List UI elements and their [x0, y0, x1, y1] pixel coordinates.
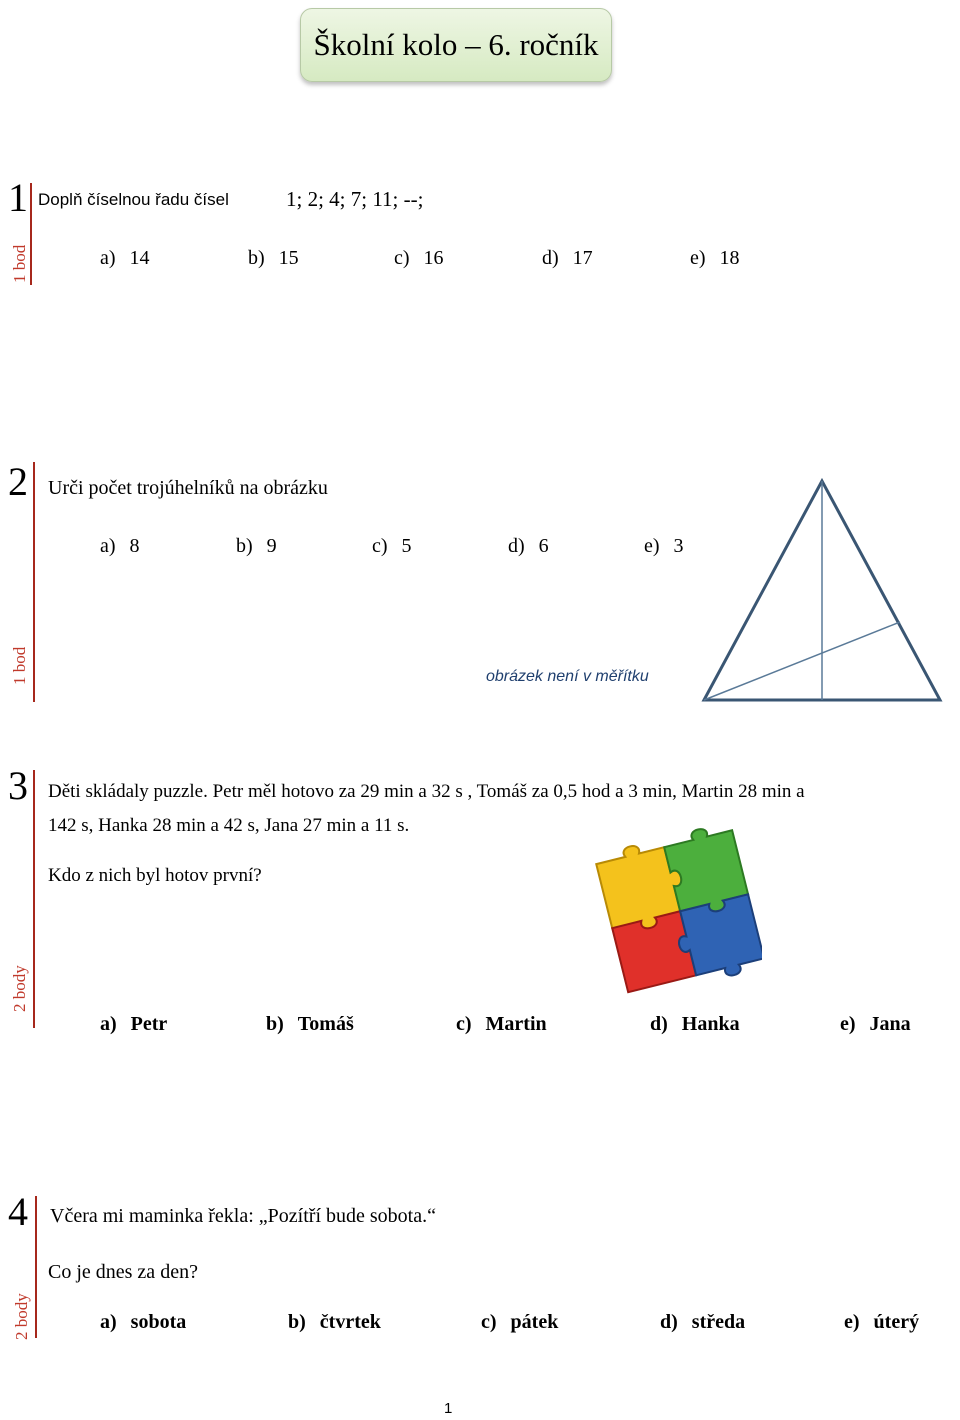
- q3-option-e[interactable]: [840, 1013, 911, 1036]
- q4-option-c[interactable]: [481, 1311, 558, 1334]
- option-letter: a): [100, 535, 116, 557]
- q3-option-c[interactable]: [456, 1013, 547, 1036]
- option-letter: b): [248, 247, 265, 269]
- q4-option-b[interactable]: [288, 1311, 381, 1334]
- option-letter: c): [372, 535, 388, 557]
- question-2-margin-line: [33, 462, 35, 702]
- option-value: 16: [423, 247, 444, 269]
- option-letter: c): [456, 1013, 472, 1035]
- option-value: Petr: [130, 1013, 168, 1035]
- page-title: Školní kolo – 6. ročník: [313, 27, 599, 62]
- option-value: sobota: [130, 1311, 187, 1333]
- puzzle-image: [592, 826, 762, 996]
- option-letter: c): [394, 247, 410, 269]
- option-letter: d): [650, 1013, 668, 1035]
- question-4-number: 4: [8, 1189, 28, 1234]
- option-letter: e): [644, 535, 660, 557]
- q4-option-a[interactable]: [100, 1311, 186, 1334]
- option-value: Martin: [485, 1013, 547, 1035]
- question-3-text-line2: 142 s, Hanka 28 min a 42 s, Jana 27 min a 11 s.: [48, 815, 410, 836]
- q3-option-d[interactable]: [650, 1013, 740, 1036]
- page-number: 1: [444, 1400, 453, 1417]
- question-1-text: Doplň číselnou řadu čísel: [38, 190, 229, 209]
- option-value: Hanka: [681, 1013, 740, 1035]
- option-letter: b): [266, 1013, 284, 1035]
- option-value: Jana: [869, 1013, 911, 1035]
- question-4-points: 2 body: [12, 1293, 31, 1340]
- diagonal-line: [704, 622, 900, 700]
- option-letter: e): [844, 1311, 860, 1333]
- q1-option-e[interactable]: [690, 247, 740, 270]
- q3-option-b[interactable]: [266, 1013, 354, 1036]
- question-2-number: 2: [8, 459, 28, 504]
- question-3-question: Kdo z nich byl hotov první?: [48, 865, 262, 886]
- option-value: 9: [266, 535, 277, 557]
- option-value: 15: [278, 247, 299, 269]
- question-1-number: 1: [8, 175, 28, 220]
- option-value: Tomáš: [297, 1013, 354, 1035]
- q2-option-a[interactable]: [100, 535, 140, 558]
- option-letter: e): [690, 247, 706, 269]
- q4-option-e[interactable]: [844, 1311, 919, 1334]
- question-3-number: 3: [8, 763, 28, 808]
- option-letter: a): [100, 247, 116, 269]
- option-letter: c): [481, 1311, 497, 1333]
- triangle-figure: [700, 476, 946, 706]
- option-letter: b): [288, 1311, 306, 1333]
- option-value: 17: [572, 247, 593, 269]
- option-letter: a): [100, 1311, 117, 1333]
- q1-option-c[interactable]: [394, 247, 444, 270]
- option-value: 18: [719, 247, 740, 269]
- question-1-sequence: 1; 2; 4; 7; 11; --;: [286, 187, 424, 211]
- question-3-points: 2 body: [10, 965, 29, 1012]
- figure-note: obrázek není v měřítku: [486, 668, 649, 685]
- option-value: 5: [401, 535, 412, 557]
- option-letter: d): [542, 247, 559, 269]
- question-3-margin-line: [33, 770, 35, 1028]
- option-letter: b): [236, 535, 253, 557]
- option-letter: a): [100, 1013, 117, 1035]
- question-4-margin-line: [35, 1196, 37, 1338]
- q2-option-d[interactable]: [508, 535, 549, 558]
- option-value: 14: [129, 247, 150, 269]
- option-letter: d): [508, 535, 525, 557]
- q2-option-e[interactable]: [644, 535, 684, 558]
- option-value: 3: [673, 535, 684, 557]
- q1-option-d[interactable]: [542, 247, 593, 270]
- question-4-question: Co je dnes za den?: [48, 1261, 198, 1283]
- option-value: pátek: [510, 1311, 559, 1333]
- q1-option-b[interactable]: [248, 247, 299, 270]
- option-value: 6: [538, 535, 549, 557]
- option-value: čtvrtek: [319, 1311, 381, 1333]
- question-1-margin-line: [30, 183, 32, 285]
- title-box: [300, 8, 612, 82]
- q2-option-b[interactable]: [236, 535, 277, 558]
- option-value: 8: [129, 535, 140, 557]
- option-value: úterý: [873, 1311, 920, 1333]
- question-1-points: 1 bod: [10, 244, 29, 283]
- question-2-points: 1 bod: [10, 646, 29, 685]
- q1-option-a[interactable]: [100, 247, 150, 270]
- q2-option-c[interactable]: [372, 535, 412, 558]
- option-value: středa: [691, 1311, 746, 1333]
- question-3-text-line1: Děti skládaly puzzle. Petr měl hotovo za 29 min a 32 s , Tomáš za 0,5 hod a 3 min, Martin 28 min a: [48, 781, 805, 802]
- option-letter: e): [840, 1013, 856, 1035]
- q3-option-a[interactable]: [100, 1013, 167, 1036]
- option-letter: d): [660, 1311, 678, 1333]
- question-4-text: Včera mi maminka řekla: „Pozítří bude sobota.“: [50, 1205, 436, 1227]
- q4-option-d[interactable]: [660, 1311, 745, 1334]
- question-2-text: Urči počet trojúhelníků na obrázku: [48, 477, 328, 499]
